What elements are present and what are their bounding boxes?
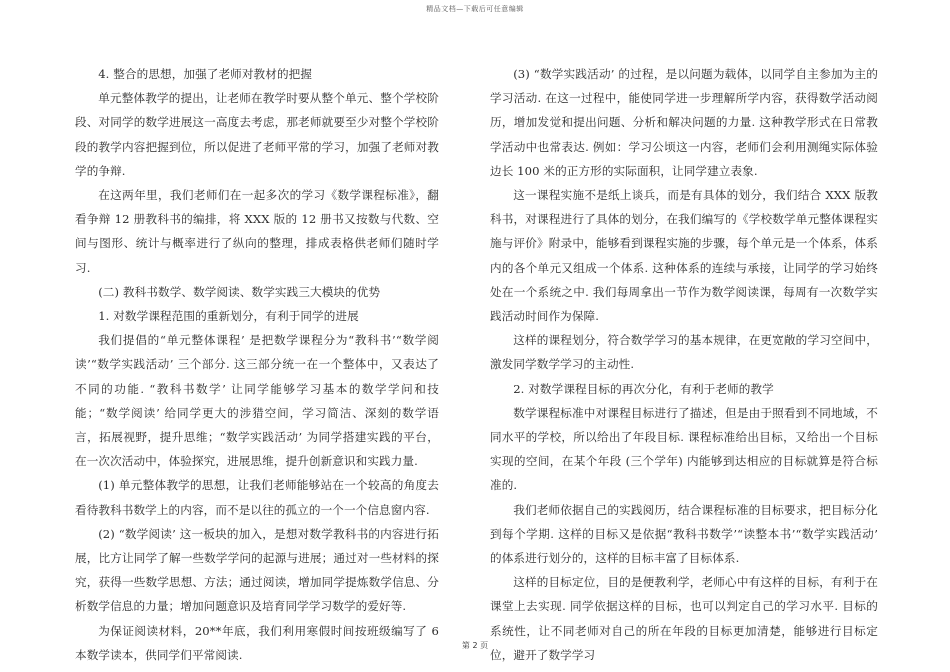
left-paragraph: (2) “数学阅读’ 这一板块的加入，是想对数学教科书的内容进行拓展，比方让同学了解一些数学学问的起源与进展；通过对一些材料的探究，获得一些数学思想、方法；通过阅读，增加同学提炼数学信息、分析数学信息的力量；增加问题意识及培育同学学习数学的爱好等. [75,526,439,614]
right-paragraph: 这样的目标定位，目的是便教利学，老师心中有这样的目标，有利于在课堂上去实现. 同学依据这样的目标，也可以判定自己的学习水平. 目标的系统性，让不同老师对自己的所在年段的目标更加清楚，能够进行目标定位，避开了数学学习 [490,575,878,662]
left-column [75,62,439,667]
left-section-heading: (二) 教科书数学、数学阅读、数学实践三大模块的优势 [98,284,381,299]
left-paragraph: 我们提倡的“单元整体课程’ 是把数学课程分为“教科书’“数学阅读’“数学实践活动’ 三个部分. 这三部分统一在一个整体中，又表达了不同的功能. “教科书数学’ 让同学能够学习基本的数学学问和技能；“数学阅读’ 给同学更大的涉猎空间，学习简洁、深刻的数学语言，拓展视野，提升思维；“数学实践活动’ 为同学搭建实践的平台，在一次次活动中，体验探究，进展思维，提升创新意识和实践力量. [75,333,439,469]
left-paragraph: 单元整体教学的提出，让老师在教学时要从整个单元、整个学校阶段、对同学的数学进展这一高度去考虑，那老师就要至少对整个学校阶段的教学内容把握到位，所以促进了老师平常的学习，加强了老师对教学的争辩. [75,91,439,178]
right-column [490,62,878,667]
left-subheading-1: 1. 对数学课程范围的重新划分，有利于同学的进展 [98,309,359,324]
right-paragraph: 我们老师依据自己的实践阅历，结合课程标准的目标要求，把目标分化到每个学期. 这样的目标又是依据“教科书数学’“读整本书’“数学实践活动’ 的体系进行划分的，这样的目标丰富了目标体系. [490,502,878,566]
left-paragraph: 为保证阅读材料，20**年底，我们利用寒假时间按班级编写了 6 本数学读本，供同学们平常阅读. [75,623,439,662]
right-paragraph: 这样的课程划分，符合数学学习的基本规律，在更宽敞的学习空间中，激发同学数学学习的主动性. [490,333,878,372]
right-paragraph: 这一课程实施不是纸上谈兵，而是有具体的划分，我们结合 XXX 版教科书，对课程进行了具体的划分，在我们编写的《学校数学单元整体课程实施与评价》附录中，能够看到课程实施的步骤，每个单元是一个体系，体系内的各个单元又组成一个体系. 这种体系的连续与承接，让同学的学习始终处在一个系统之中. 我们每周拿出一节作为数学阅读课，每周有一次数学实践活动时间作为保障. [490,188,878,324]
header-note: 精品文档—下载后可任意编辑 [426,5,524,13]
left-paragraph: (1) 单元整体教学的思想，让我们老师能够站在一个较高的角度去看待教科书数学上的内容，而不是以往的孤立的一个一个信息窗内容. [75,478,439,517]
right-paragraph: 数学课程标准中对课程目标进行了描述，但是由于照看到不同地域，不同水平的学校，所以给出了年段目标. 课程标准给出目标，又给出一个目标实现的空间，在某个年段 (三个学年) 内能够到达相应的目标就算是符合标准的. [490,405,878,493]
right-paragraph: (3) “数学实践活动’ 的过程，是以问题为载体，以同学自主参加为主的学习活动. 在这一过程中，能使同学进一步理解所学内容，获得数学活动阅历，增加发觉和提出问题、分析和解决问题的力量. 这种教学形式在日常教学活动中也常表达. 例如：学习公顷这一内容，老师们会利用测绳实际体验边长 100 米的正方形的实际面积，让同学建立表象. [490,67,878,178]
page-number: 第 2 页 [461,641,489,650]
right-subheading-2: 2. 对数学课程目标的再次分化，有利于老师的教学 [513,381,774,396]
left-paragraph-heading-4: 4. 整合的思想，加强了老师对教材的把握 [98,67,313,81]
left-paragraph: 在这两年里，我们老师们在一起多次的学习《数学课程标准》，翻看争辩 12 册教科书的编排，将 XXX 版的 12 册书又按数与代数、空间与图形、统计与概率进行了纵向的整理，排成表格供老师们随时学习. [75,188,439,275]
